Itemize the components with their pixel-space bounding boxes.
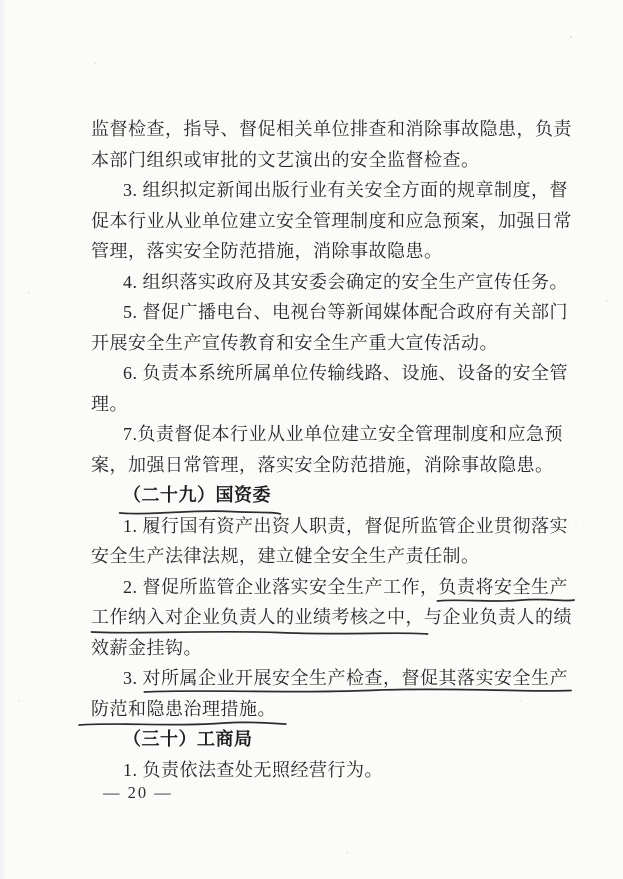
- text-line: [91, 358, 581, 389]
- text-line: [91, 114, 581, 145]
- text-segment: 案，加强日常管理，落实安全防范措施，消除事故隐患。: [91, 454, 554, 475]
- underlined-text: [143, 663, 569, 694]
- text-segment: （二十九）国资委: [123, 485, 271, 505]
- text-line: [91, 633, 581, 664]
- page-number: — 20 —: [103, 783, 173, 802]
- text-segment: 5. 督促广播电台、电视台等新闻媒体配合政府有关部门: [123, 302, 568, 322]
- text-segment: 防范和隐患治理措施。: [91, 698, 276, 719]
- text-segment: 安全生产法律法规，建立健全安全生产责任制。: [91, 546, 480, 566]
- section-heading-guoziwei: [91, 480, 581, 511]
- text-line: [91, 267, 581, 298]
- text-segment: 促本行业从业单位建立安全管理制度和应急预案，加强日常: [91, 210, 572, 231]
- text-segment: 4. 组织落实政府及其安委会确定的安全生产宣传任务。: [123, 271, 568, 292]
- text-line: [91, 572, 581, 603]
- text-segment: 3.: [123, 668, 143, 688]
- underlined-text: [91, 694, 276, 725]
- text-segment: 1. 履行国有资产出资人职责，督促所监管企业贯彻落实: [123, 515, 568, 536]
- text-segment: 本部门组织或审批的文艺演出的安全监督检查。: [91, 149, 480, 170]
- text-segment: 负责将安全生产: [438, 576, 568, 597]
- text-line: [91, 175, 581, 206]
- text-line: [91, 297, 581, 328]
- text-segment: 1. 负责依法查处无照经营行为。: [123, 759, 383, 780]
- text-line: [91, 389, 581, 420]
- text-line: [91, 328, 581, 359]
- text-segment: 效薪金挂钩。: [91, 637, 202, 658]
- text-line: [91, 145, 581, 176]
- underlined-heading: [123, 480, 271, 511]
- text-line: [91, 419, 581, 450]
- text-segment: 管理，落实安全防范措施，消除事故隐患。: [91, 241, 443, 261]
- text-segment: 理。: [91, 393, 128, 414]
- text-segment: （三十）工商局: [123, 729, 253, 749]
- text-segment: 开展安全生产宣传教育和安全生产重大宣传活动。: [91, 332, 498, 353]
- text-line: [91, 602, 581, 633]
- text-line: [91, 541, 581, 572]
- text-segment: 7.负责督促本行业从业单位建立安全管理制度和应急预: [123, 424, 563, 444]
- text-segment: 6. 负责本系统所属单位传输线路、设施、设备的安全管: [123, 363, 568, 383]
- text-line: [91, 694, 581, 725]
- text-line: [91, 511, 581, 542]
- document-body: [91, 114, 581, 785]
- text-line: [91, 206, 581, 237]
- text-segment: 工作纳入对企业负责人的业绩考核之中，: [91, 607, 424, 627]
- text-line: [91, 663, 581, 694]
- section-heading-gongshangju: [91, 724, 581, 755]
- underlined-text: [91, 602, 424, 633]
- text-segment: 3. 组织拟定新闻出版行业有关安全方面的规章制度，督: [123, 180, 568, 200]
- text-line: [91, 236, 581, 267]
- text-segment: 与企业负责人的绩: [424, 607, 572, 627]
- text-line: [91, 755, 581, 786]
- text-segment: 对所属企业开展安全生产检查，督促其落实安全生产: [142, 668, 568, 688]
- text-segment: 监督检查，指导、督促相关单位排查和消除事故隐患，负责: [91, 119, 572, 139]
- text-segment: 2. 督促所监管企业落实安全生产工作，: [123, 576, 439, 597]
- text-line: [91, 450, 581, 481]
- underlined-text: [439, 572, 569, 603]
- scan-noise: [0, 0, 2, 2]
